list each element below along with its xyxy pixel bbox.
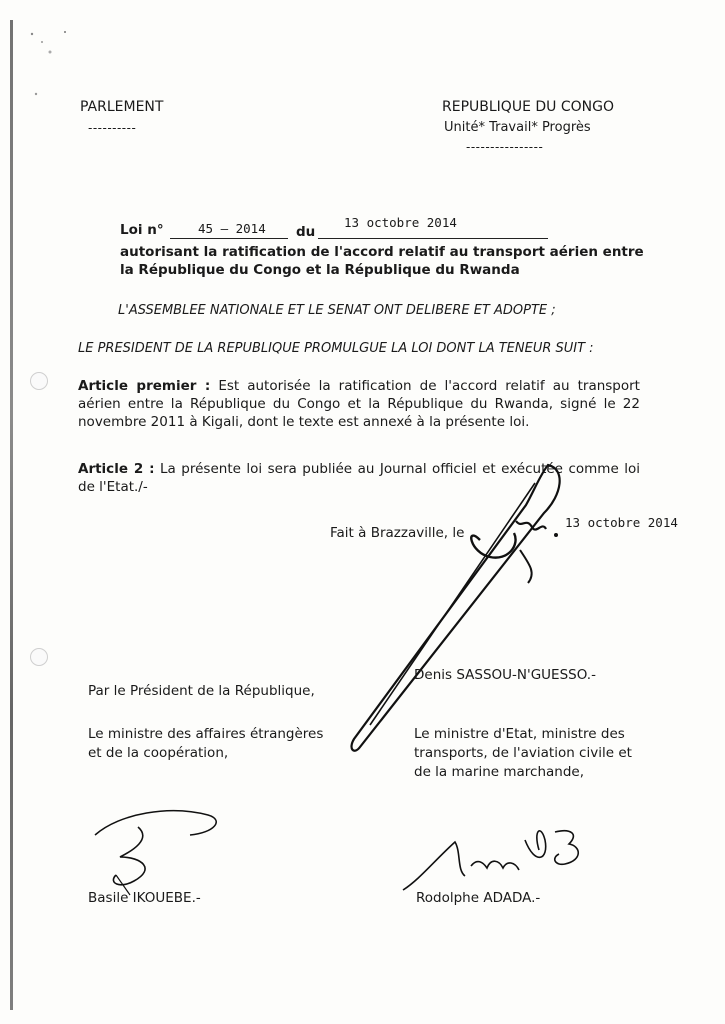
- minister-transport-title-3: de la marine marchande,: [414, 764, 585, 780]
- parliament-dashes: ----------: [88, 121, 137, 135]
- minister-transport-name: Rodolphe ADADA.-: [416, 890, 541, 906]
- law-number: 45 – 2014: [198, 221, 266, 236]
- scan-binding-edge: [10, 20, 13, 1010]
- preamble-adoption: L'ASSEMBLEE NATIONALE ET LE SENAT ONT DELIBERE ET ADOPTE ;: [118, 303, 556, 318]
- minister-foreign-signature: [90, 805, 240, 900]
- article-2-heading: Article 2 :: [78, 461, 155, 477]
- law-number-underline: [170, 238, 288, 239]
- law-date: 13 octobre 2014: [344, 215, 457, 230]
- president-name: Denis SASSOU-N'GUESSO.-: [414, 667, 596, 683]
- national-motto: Unité* Travail* Progrès: [444, 120, 591, 135]
- parliament-title: PARLEMENT: [80, 99, 164, 115]
- minister-transport-title-2: transports, de l'aviation civile et: [414, 745, 632, 761]
- article-premier-text: Est autorisée la ratification de l'accord relatif au transport aérien entre la République du Congo et la République du Rwanda, signé le 22 novembre 2011 à Kigali, dont le texte est annexé à la présente loi.: [78, 378, 640, 430]
- article-2-text: La présente loi sera publiée au Journal officiel et exécutée comme loi de l'Etat./-: [78, 461, 640, 495]
- law-subject-line-1: autorisant la ratification de l'accord relatif au transport aérien entre: [120, 244, 644, 260]
- preamble-promulgation: LE PRESIDENT DE LA REPUBLIQUE PROMULGUE LA LOI DONT LA TENEUR SUIT :: [78, 341, 594, 356]
- minister-foreign-title-2: et de la coopération,: [88, 745, 229, 761]
- law-date-label: du: [296, 224, 316, 240]
- punch-hole-top: [30, 372, 48, 390]
- minister-foreign-name: Basile IKOUEBE.-: [88, 890, 201, 906]
- law-number-label: Loi n°: [120, 222, 164, 238]
- law-subject-line-2: la République du Congo et la République du Rwanda: [120, 262, 520, 278]
- place-of-signature: Fait à Brazzaville, le: [330, 525, 465, 541]
- law-date-underline: [318, 238, 548, 239]
- punch-hole-bottom: [30, 648, 48, 666]
- by-president-line: Par le Président de la République,: [88, 683, 315, 699]
- minister-transport-title-1: Le ministre d'Etat, ministre des: [414, 726, 625, 742]
- republic-title: REPUBLIQUE DU CONGO: [442, 99, 614, 115]
- minister-foreign-title-1: Le ministre des affaires étrangères: [88, 726, 324, 742]
- republic-dashes: ----------------: [466, 140, 544, 154]
- signature-date: 13 octobre 2014: [565, 515, 678, 530]
- minister-transport-signature: [395, 810, 595, 900]
- article-premier: [78, 377, 640, 431]
- president-signature: [330, 455, 590, 755]
- article-premier-heading: Article premier :: [78, 378, 211, 394]
- scan-specks: [20, 22, 80, 112]
